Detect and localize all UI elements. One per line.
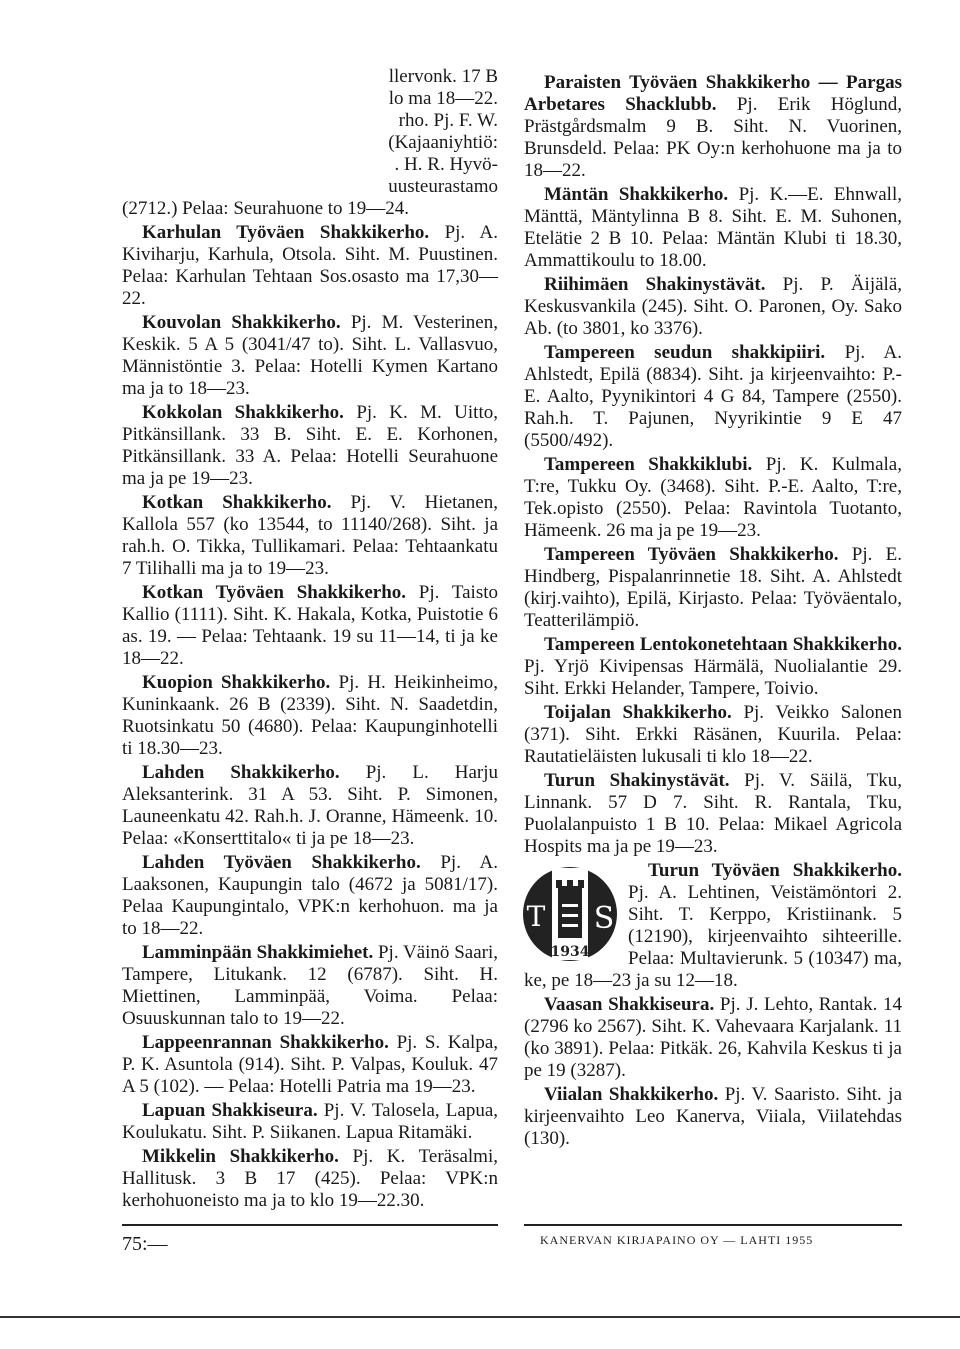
club-name: Lappeenrannan Shakkikerho. xyxy=(142,1032,389,1053)
entry-text: Pj. J. Lehto, Rantak. 14 (2796 ko 2567). Siht. K. Vahevaara Karjalank. 11 (ko 3891). Pelaa: Pitkäk. 26, Kahvila Keskus ti ja pe 19 (3287). xyxy=(524,994,902,1081)
fragment-line: uusteurastamo xyxy=(388,176,498,197)
club-name: Tampereen seudun shakkipiiri. xyxy=(544,342,826,363)
left-entries xyxy=(122,222,498,1212)
entry-text: Pj. H. Heikinheimo, Kuninkaank. 26 B (2339). Siht. N. Saadetdin, Ruotsinkatu 50 (4680). Pelaa: Kaupunginhotelli ti 18.30—23. xyxy=(122,672,498,759)
club-entry xyxy=(122,582,498,670)
entry-text: Pj. S. Kalpa, P. K. Asuntola (914). Siht. P. Valpas, Kouluk. 47 A 5 (102). — Pelaa: Hotelli Patria ma 19—23. xyxy=(122,1032,499,1097)
entry-text: Pj. P. Äijälä, Keskusvankila (245). Siht. O. Paronen, Oy. Sako Ab. (to 3801, ko 3376). xyxy=(524,274,903,339)
right-divider xyxy=(524,1224,902,1256)
club-entry xyxy=(524,770,902,858)
club-name: Tampereen Shakkiklubi. xyxy=(544,454,753,475)
entry-text: Pj. E. Hindberg, Pispalanrinnetie 18. Siht. A. Ahlstedt (kirj.vaihto), Epilä, Kirjasto. Pelaa: Työväentalo, Teatterilämpiö. xyxy=(524,544,903,631)
entry-text: Pj. V. Säilä, Tku, Linnank. 57 D 7. Siht. R. Rantala, Tku, Puolalanpuisto 1 B 10. Pelaa: Mikael Agricola Hospits ma ja pe 19—23. xyxy=(524,770,902,857)
club-entry xyxy=(524,184,902,272)
right-column xyxy=(524,66,902,1152)
entry-text: Pj. Veikko Salonen (371). Siht. Erkki Räsänen, Kuurila. Pelaa: Rautatieläisten lukusali ti klo 18—22. xyxy=(524,702,902,767)
club-entry xyxy=(122,852,498,940)
club-name: Lapuan Shakkiseura. xyxy=(142,1100,318,1121)
right-entries-top xyxy=(524,72,902,858)
club-entry xyxy=(524,994,902,1082)
right-entries-bottom xyxy=(524,994,902,1150)
columns xyxy=(0,66,960,1214)
entry-text: Pj. Taisto Kallio (1111). Siht. K. Hakala, Kotka, Puistotie 6 as. 19. — Pelaa: Tehtaank. 19 su 11—14, ti ja ke 18—22. xyxy=(122,582,498,669)
fragment-line: llervonk. 17 B xyxy=(388,66,498,87)
club-name: Paraisten Työväen Shakkikerho — Pargas Arbetares Shacklubb. xyxy=(524,72,902,115)
club-entry xyxy=(122,762,498,850)
club-name: Lamminpään Shakkimiehet. xyxy=(142,942,374,963)
club-name: Turun Työväen Shakkikerho. xyxy=(648,860,902,881)
club-entry xyxy=(122,222,498,310)
footer xyxy=(0,1224,960,1256)
club-name: Toijalan Shakkikerho. xyxy=(544,702,732,723)
club-name: Kouvolan Shakkikerho. xyxy=(142,312,341,333)
club-entry xyxy=(122,402,498,490)
club-entry xyxy=(524,1084,902,1150)
club-name: Tampereen Lentokonetehtaan Shakkikerho. xyxy=(544,634,902,655)
club-entry xyxy=(122,492,498,580)
entry-text: Pj. V. Talosela, Lapua, Koulukatu. Siht. P. Siikanen. Lapua Ritamäki. xyxy=(122,1100,499,1143)
entry-text: Pj. K.—E. Ehnwall, Mänttä, Mäntylinna B 8. Siht. E. M. Suhonen, Etelätie 2 B 10. Pelaa: Mäntän Klubi ti 18.30, Ammattikoulu to 18.00. xyxy=(524,184,902,271)
entry-text: Pj. A. Lehtinen, Veistämöntori 2. Siht. T. Kerppo, Kristiinank. 5 (12190), kirjeenvaihto sihteerille. Pelaa: Multavierunk. 5 (10347) ma, ke, pe 18—23 ja su 12—18. xyxy=(524,882,902,991)
club-entry xyxy=(122,1146,498,1212)
club-entry xyxy=(122,942,498,1030)
club-name: Kotkan Shakkikerho. xyxy=(142,492,332,513)
left-divider xyxy=(122,1224,498,1256)
club-entry xyxy=(122,1032,498,1098)
club-entry xyxy=(122,312,498,400)
printer-imprint: KANERVAN KIRJAPAINO OY — LAHTI 1955 xyxy=(540,1233,814,1247)
entry-text: Pj. Yrjö Kivipensas Härmälä, Nuolialantie 29. Siht. Erkki Helander, Tampere, Toivio. xyxy=(524,656,902,699)
club-name: Kuopion Shakkikerho. xyxy=(142,672,331,693)
club-entry xyxy=(524,72,902,182)
entry-text: Pj. Väinö Saari, Tampere, Litukank. 12 (6787). Siht. H. Miettinen, Lamminpää, Voima. Pelaa: Osuuskunnan talo to 19—22. xyxy=(122,942,498,1029)
entry-text: Pj. V. Saaristo. Siht. ja kirjeenvaihto Leo Kanerva, Viiala, Viilatehdas (130). xyxy=(524,1084,903,1149)
club-entry xyxy=(524,274,902,340)
club-entry xyxy=(122,1100,498,1144)
fragment-line: (Kajaaniyhtiö: xyxy=(388,132,498,153)
fragment-line: . H. R. Hyvö- xyxy=(394,154,498,175)
club-entry xyxy=(524,544,902,632)
entry-text: Pj. M. Vesterinen, Keskik. 5 A 5 (3041/47 to). Siht. L. Vallasvuo, Männistöntie 3. Pelaa: Hotelli Kymen Kartano ma ja to 18—23. xyxy=(122,312,498,399)
entry-text: Pj. K. Teräsalmi, Hallitusk. 3 B 17 (425). Pelaa: VPK:n kerhohuoneisto ma ja to klo 19—22.30. xyxy=(122,1146,498,1211)
club-entry xyxy=(524,634,902,700)
club-name: Riihimäen Shakinystävät. xyxy=(544,274,766,295)
club-name: Mikkelin Shakkikerho. xyxy=(142,1146,339,1167)
entry-text: Pj. A. Kiviharju, Karhula, Otsola. Siht. M. Puustinen. Pelaa: Karhulan Tehtaan Sos.osasto ma 17,30—22. xyxy=(122,222,498,309)
fragment-line: lo ma 18—22. xyxy=(388,88,498,109)
club-logo-rook-icon xyxy=(520,864,620,964)
svg-text:T: T xyxy=(526,900,546,933)
club-name: Viialan Shakkikerho. xyxy=(544,1084,719,1105)
club-name: Turun Shakinystävät. xyxy=(544,770,730,791)
club-name: Lahden Työväen Shakkikerho. xyxy=(142,852,421,873)
club-name: Mäntän Shakkikerho. xyxy=(544,184,729,205)
club-name: Kotkan Työväen Shakkikerho. xyxy=(142,582,407,603)
svg-text:S: S xyxy=(593,901,615,936)
continued-entry-fragment xyxy=(122,66,498,198)
fragment-end: (2712.) Pelaa: Seurahuone to 19—24. xyxy=(122,198,410,219)
entry-text: Pj. Erik Höglund, Prästgårdsmalm 9 B. Siht. N. Vuorinen, Brunsdeld. Pelaa: PK Oy:n kerhohuone ma ja to 18—22. xyxy=(524,94,902,181)
club-name: Vaasan Shakkiseura. xyxy=(544,994,715,1015)
club-name: Tampereen Työväen Shakkikerho. xyxy=(544,544,839,565)
entry-text: Pj. K. Kulmala, T:re, Tukku Oy. (3468). Siht. P.-E. Aalto, T:re, Tek.opisto (2550). Pelaa: Ravintola Tuotanto, Hämeenk. 26 ma ja pe 19—23. xyxy=(524,454,902,541)
fragment-line: rho. Pj. F. W. xyxy=(398,110,498,131)
club-name: Lahden Shakkikerho. xyxy=(142,762,340,783)
svg-text:1934: 1934 xyxy=(550,944,590,960)
scan-edge-line xyxy=(0,1316,960,1318)
left-column xyxy=(122,66,498,1214)
club-entry xyxy=(122,672,498,760)
entry-text: Pj. A. Laaksonen, Kaupungin talo (4672 ja 5081/17). Pelaa Kaupungintalo, VPK:n kerhohuon. ma ja to 18—22. xyxy=(122,852,498,939)
club-entry xyxy=(524,342,902,452)
club-entry xyxy=(524,702,902,768)
entry-with-logo xyxy=(524,860,902,992)
entry-text: Pj. K. M. Uitto, Pitkänsillank. 33 B. Siht. E. E. Korhonen, Pitkänsillank. 33 A. Pelaa: Hotelli Seurahuone ma ja pe 19—23. xyxy=(122,402,498,489)
page-number: 75:— xyxy=(122,1233,168,1255)
entry-text: Pj. A. Ahlstedt, Epilä (8834). Siht. ja kirjeenvaihto: P.-E. Aalto, Pyynikintori 4 G 84, Tampere (2550). Rah.h. T. Pajunen, Nyyrikintie 9 E 47 (5500/492). xyxy=(524,342,902,451)
club-name: Karhulan Työväen Shakkikerho. xyxy=(142,222,430,243)
entry-text: Pj. L. Harju Aleksanterink. 31 A 53. Siht. P. Simonen, Launeenkatu 42. Rah.h. J. Oranne, Hämeenk. 10. Pelaa: «Konserttitalo« ti ja pe 18—23. xyxy=(122,762,498,849)
club-name: Kokkolan Shakkikerho. xyxy=(142,402,344,423)
entry-text: Pj. V. Hietanen, Kallola 557 (ko 13544, to 11140/268). Siht. ja rah.h. O. Tikka, Tullikamari. Pelaa: Tehtaankatu 7 Tilihalli ma ja to 19—23. xyxy=(122,492,498,579)
club-entry xyxy=(524,454,902,542)
